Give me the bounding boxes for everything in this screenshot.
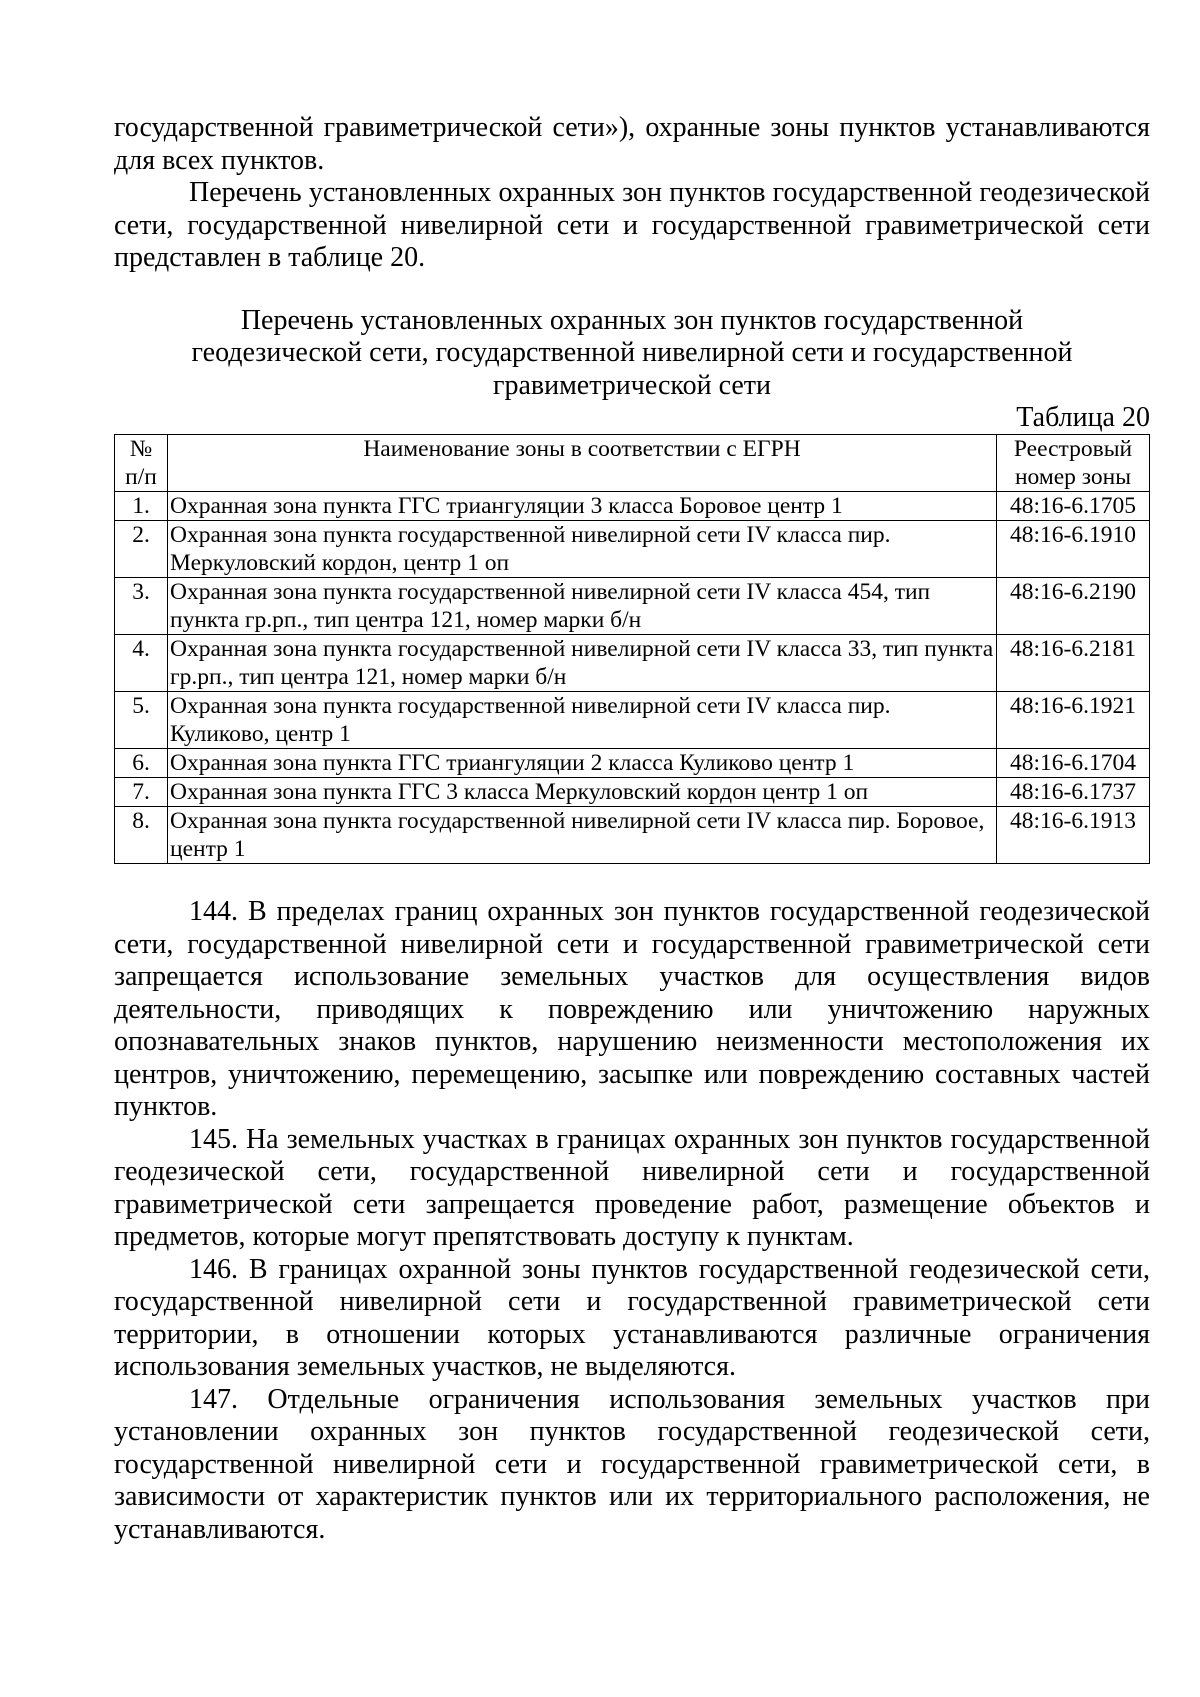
table-caption-line-3: гравиметрической сети [492, 369, 772, 401]
document-page [114, 112, 1150, 1546]
table-row [115, 578, 1150, 635]
row-num: 4. [115, 635, 168, 692]
spacer [114, 864, 1150, 896]
clause-147: 147. Отдельные ограничения использования земельных участков при установлении охранных зон пунктов государственной геодезической сети, государственной нивелирной сети и государственной гравиметрической сети, в зависимости от характеристик пунктов или их территориального расположения, не устанавливаются. [114, 1383, 1150, 1545]
header-name: Наименование зоны в соответствии с ЕГРН [168, 435, 997, 492]
row-name: Охранная зона пункта ГГС триангуляции 3 класса Боровое центр 1 [168, 492, 997, 521]
row-name: Охранная зона пункта ГГС 3 класса Меркуловский кордон центр 1 оп [168, 778, 997, 807]
table-caption-line-2: геодезической сети, государственной нивелирной сети и государственной [191, 337, 1073, 368]
row-num: 2. [115, 521, 168, 578]
row-num: 8. [115, 807, 168, 864]
row-reg: 48:16-6.1921 [997, 692, 1150, 749]
intro-paragraph: Перечень установленных охранных зон пунктов государственной геодезической сети, государственной нивелирной сети и государственной гравиметрической сети представлен в таблице 20. [114, 177, 1150, 273]
header-num: № п/п [115, 435, 168, 492]
table-row [115, 635, 1150, 692]
row-num: 6. [115, 749, 168, 778]
clause-144: 144. В пределах границ охранных зон пунктов государственной геодезической сети, государственной нивелирной сети и государственной гравиметрической сети запрещается использование земельных участков для осуществления видов деятельности, приводящих к повреждению или уничтожению наружных опознавательных знаков пунктов, нарушению неизменности местоположения их центров, уничтожению, перемещению, засыпке или повреждению составных частей пунктов. [114, 896, 1150, 1122]
table-header-row [115, 435, 1150, 492]
row-num: 5. [115, 692, 168, 749]
row-name: Охранная зона пункта государственной нивелирной сети IV класса пир. Меркуловский кордон, центр 1 оп [168, 521, 997, 578]
row-name: Охранная зона пункта государственной нивелирной сети IV класса 33, тип пункта гр.рп., тип центра 121, номер марки б/н [168, 635, 997, 692]
table-row [115, 492, 1150, 521]
table-caption-line-1: Перечень установленных охранных зон пунктов государственной [240, 304, 1024, 336]
spacer [114, 275, 1150, 305]
table-row [115, 692, 1150, 749]
row-reg: 48:16-6.1910 [997, 521, 1150, 578]
row-reg: 48:16-6.1737 [997, 778, 1150, 807]
table-caption [114, 305, 1150, 403]
row-reg: 48:16-6.2181 [997, 635, 1150, 692]
row-reg: 48:16-6.1705 [997, 492, 1150, 521]
table-row [115, 521, 1150, 578]
row-name: Охранная зона пункта государственной нивелирной сети IV класса 454, тип пункта гр.рп., тип центра 121, номер марки б/н [168, 578, 997, 635]
row-reg: 48:16-6.2190 [997, 578, 1150, 635]
row-num: 7. [115, 778, 168, 807]
row-name: Охранная зона пункта ГГС триангуляции 2 класса Куликово центр 1 [168, 749, 997, 778]
table-row [115, 749, 1150, 778]
clause-146: 146. В границах охранной зоны пунктов государственной геодезической сети, государственной нивелирной сети и государственной гравиметрической сети территории, в отношении которых устанавливаются различные ограничения использования земельных участков, не выделяются. [114, 1253, 1150, 1382]
row-num: 1. [115, 492, 168, 521]
header-reg: Реестровый номер зоны [997, 435, 1150, 492]
row-name: Охранная зона пункта государственной нивелирной сети IV класса пир. Куликово, центр 1 [168, 692, 997, 749]
intro-paragraph-continued: государственной гравиметрической сети»), охранные зоны пунктов устанавливаются для всех пунктов. [114, 112, 1150, 176]
row-reg: 48:16-6.1913 [997, 807, 1150, 864]
protection-zones-table [114, 434, 1150, 864]
clause-145: 145. На земельных участках в границах охранных зон пунктов государственной геодезической сети, государственной нивелирной сети и государственной гравиметрической сети запрещается проведение работ, размещение объектов и предметов, которые могут препятствовать доступу к пунктам. [114, 1123, 1150, 1252]
row-reg: 48:16-6.1704 [997, 749, 1150, 778]
row-num: 3. [115, 578, 168, 635]
table-row [115, 778, 1150, 807]
table-row [115, 807, 1150, 864]
row-name: Охранная зона пункта государственной нивелирной сети IV класса пир. Боровое, центр 1 [168, 807, 997, 864]
table-label: Таблица 20 [1016, 402, 1150, 433]
